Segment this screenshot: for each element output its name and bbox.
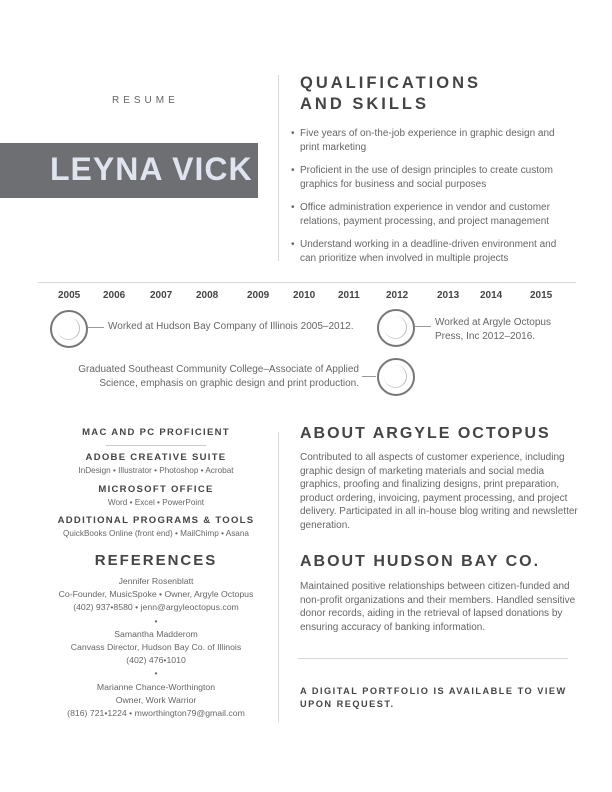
qualifications-list	[291, 127, 571, 275]
qualifications-title	[300, 73, 481, 115]
header-divider	[278, 75, 279, 261]
timeline-year: 2006	[103, 290, 126, 301]
about-hudson-title: ABOUT HUDSON BAY CO.	[300, 553, 541, 570]
skill-group-text: InDesign • Illustrator • Photoshop • Acrobat	[78, 466, 234, 475]
reference-name: Marianne Chance-Worthington	[96, 681, 216, 692]
about-hudson-text: Maintained positive relationships between citizen-funded and non-profit organizations and their members. Handled sensitive donor records, aiding in the retrieval of lapsed donations by ensuring accuracy of banking information.	[300, 581, 576, 633]
qualification-item	[291, 201, 571, 228]
timeline-year: 2008	[196, 290, 219, 301]
qualifications-title-line1: QUALIFICATIONS	[300, 74, 482, 92]
reference-contact: (402) 937•8580 • jenn@argyleoctopus.com	[73, 602, 239, 613]
timeline-year: 2012	[386, 290, 409, 301]
reference-name: Samantha Madderom	[114, 628, 198, 639]
timeline-year: 2007	[150, 290, 173, 301]
timeline-year: 2009	[247, 290, 270, 301]
references-title: REFERENCES	[94, 552, 218, 569]
portfolio-note: A DIGITAL PORTFOLIO IS AVAILABLE TO VIEW UPON REQUEST.	[300, 686, 567, 709]
reference-contact: (816) 721•1224 • mworthington79@gmail.com	[67, 708, 245, 719]
qualification-text: Understand working in a deadline-driven environment and can prioritize when involved in multiple projects	[300, 239, 557, 264]
timeline-year: 2014	[480, 290, 503, 301]
skills-divider	[106, 445, 206, 446]
qualification-text: Office administration experience in vendor and customer relations, payment processing, and project management	[300, 202, 550, 227]
body-divider	[278, 432, 279, 722]
bullet-icon: •	[291, 128, 295, 139]
timeline-rule	[38, 282, 576, 283]
resume-label: RESUME	[112, 95, 179, 106]
qualification-item	[291, 238, 571, 265]
timeline-connector	[362, 376, 376, 377]
reference-role: Canvass Director, Hudson Bay Co. of Illinois	[70, 642, 242, 653]
timeline-marker-icon	[50, 310, 88, 348]
skill-group-title: MICROSOFT OFFICE	[98, 484, 214, 495]
reference-role: Co-Founder, MusicSpoke • Owner, Argyle Octopus	[58, 589, 254, 600]
bullet-icon: •	[291, 202, 295, 213]
skill-group-text: Word • Excel • PowerPoint	[107, 498, 205, 507]
about-argyle-title: ABOUT ARGYLE OCTOPUS	[300, 425, 551, 442]
bullet-icon: •	[291, 239, 295, 250]
qualification-text: Proficient in the use of design principles to create custom graphics for business and social purposes	[300, 165, 553, 190]
timeline-year: 2010	[293, 290, 316, 301]
skill-group-text: QuickBooks Online (front end) • MailChimp • Asana	[63, 529, 249, 538]
qualifications-title-line2: AND SKILLS	[300, 95, 429, 113]
reference-role: Owner, Work Warrior	[115, 694, 197, 705]
reference-contact: (402) 476•1010	[126, 655, 186, 666]
timeline-year: 2005	[58, 290, 81, 301]
timeline-marker-icon	[377, 358, 415, 396]
reference-separator: •	[154, 668, 158, 679]
timeline-event-education: Graduated Southeast Community College–Associate of Applied Science, emphasis on graphic design and print production.	[78, 364, 359, 389]
skills-title: MAC AND PC PROFICIENT	[82, 427, 230, 438]
timeline-year: 2011	[338, 290, 360, 301]
timeline-year: 2015	[530, 290, 553, 301]
about-argyle-text: Contributed to all aspects of customer experience, including graphic design of marketing materials and social media graphics, proofing and finalizing designs, print preparation, product ordering, invoicing, payment processing, and project delivery. Participated in all in-house blog writing and newsletter generation.	[300, 452, 578, 531]
timeline-connector	[88, 327, 104, 328]
bullet-icon: •	[291, 165, 295, 176]
timeline-marker-icon	[377, 309, 415, 347]
candidate-name: LEYNA VICK	[50, 151, 253, 187]
timeline-connector	[415, 326, 431, 327]
qualification-item	[291, 127, 571, 154]
skill-group-title: ADOBE CREATIVE SUITE	[85, 452, 227, 463]
qualification-item	[291, 164, 571, 191]
reference-separator: •	[154, 615, 158, 626]
timeline-year: 2013	[437, 290, 460, 301]
skill-group-title: ADDITIONAL PROGRAMS & TOOLS	[57, 515, 255, 526]
qualification-text: Five years of on-the-job experience in graphic design and print marketing	[300, 128, 555, 153]
timeline-event-argyle: Worked at Argyle Octopus Press, Inc 2012–2016.	[435, 317, 551, 342]
reference-name: Jennifer Rosenblatt	[118, 576, 194, 586]
references-list	[36, 575, 276, 720]
portfolio-divider	[298, 658, 568, 659]
timeline-event-hudson: Worked at Hudson Bay Company of Illinois 2005–2012.	[108, 321, 354, 332]
